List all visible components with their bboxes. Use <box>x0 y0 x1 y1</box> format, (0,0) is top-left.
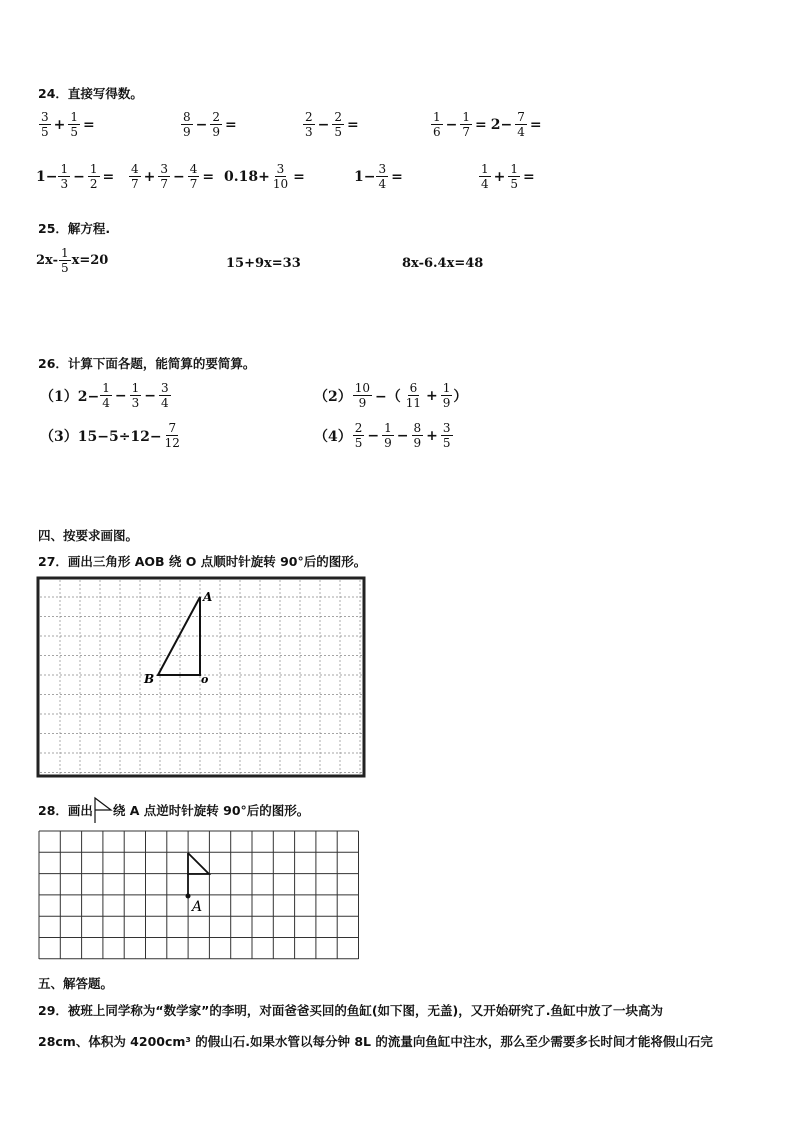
point-a <box>186 894 191 899</box>
q27-title: 27．画出三角形 AOB 绕 O 点顺时针旋转 90°后的图形。 <box>38 554 367 569</box>
flag-shape-icon <box>93 796 113 824</box>
q28-title-post: 绕 A 点逆时针旋转 90°后的图形。 <box>112 803 310 818</box>
label-o: o <box>201 673 209 686</box>
label-a: A <box>203 590 213 604</box>
q25-eq3: 8x-6.4x=48 <box>402 256 484 271</box>
q24-title: 24．直接写得数。 <box>38 86 143 101</box>
q26-p3: （3）15−5÷12− $\frac{7}{12}$ <box>40 421 180 450</box>
section-5-heading: 五、解答题。 <box>38 976 114 991</box>
q27-grid-figure <box>36 576 368 780</box>
q26-title: 26．计算下面各题，能简算的要简算。 <box>38 356 256 371</box>
q26-p1: （1）2− $\frac{1}{4}$ − $\frac{1}{3}$ − $\frac{3}{4}$ <box>40 381 169 410</box>
q26-p2: （2） $\frac{10}{9}$ −（ $\frac{6}{11}$ + $\frac{1}{9}$ ） <box>314 381 468 410</box>
q25-eq1: 2x- $\frac{1}{5}$ x=20 <box>36 246 109 275</box>
q28-title-pre: 28．画出 <box>38 803 93 818</box>
label-a-q28: A <box>192 899 203 915</box>
q24-r2-e5: $\frac{1}{4}$ + $\frac{1}{5}$ = <box>481 162 535 191</box>
q24-r2-e1: 1− $\frac{1}{3}$ − $\frac{1}{2}$ = <box>36 162 115 191</box>
q29-line1: 29．被班上同学称为“数学家”的李明，对面爸爸买回的鱼缸(如下图，无盖)，又开始研究了.鱼缸中放了一块高为 <box>38 1003 664 1018</box>
q24-r1-e4: $\frac{1}{6}$ − $\frac{1}{7}$ = 2− $\frac{7}{4}$ = <box>433 110 542 139</box>
q28-title <box>38 796 309 824</box>
q28-grid-lines <box>39 831 359 959</box>
q28-grid-figure <box>38 830 362 962</box>
q24-r2-e2: $\frac{4}{7}$ + $\frac{3}{7}$ − $\frac{4}{7}$ = <box>131 162 215 191</box>
q25-title: 25．解方程. <box>38 221 111 236</box>
q29-line2: 28cm、体积为 4200cm³ 的假山石.如果水管以每分钟 8L 的流量向鱼缸中注水，那么至少需要多长时间才能将假山石完 <box>38 1034 713 1049</box>
flag-figure <box>188 853 209 874</box>
q26-p4: （4） $\frac{2}{5}$ − $\frac{1}{9}$ − $\frac{8}{9}$ + $\frac{3}{5}$ <box>314 421 451 450</box>
label-b: B <box>144 672 155 686</box>
q24-r2-e4: 1− $\frac{3}{4}$ = <box>354 162 403 191</box>
section-4-heading: 四、按要求画图。 <box>38 528 139 543</box>
q24-r2-e3: 0.18+ $\frac{3}{10}$ = <box>224 162 305 191</box>
q24-r1-e2: $\frac{8}{9}$ − $\frac{2}{9}$ = <box>183 110 237 139</box>
q24-r1-e3: $\frac{2}{3}$ − $\frac{2}{5}$ = <box>305 110 359 139</box>
q25-eq2: 15+9x=33 <box>226 256 301 271</box>
q24-r1-e1: $\frac{3}{5}$ + $\frac{1}{5}$ = <box>41 110 95 139</box>
